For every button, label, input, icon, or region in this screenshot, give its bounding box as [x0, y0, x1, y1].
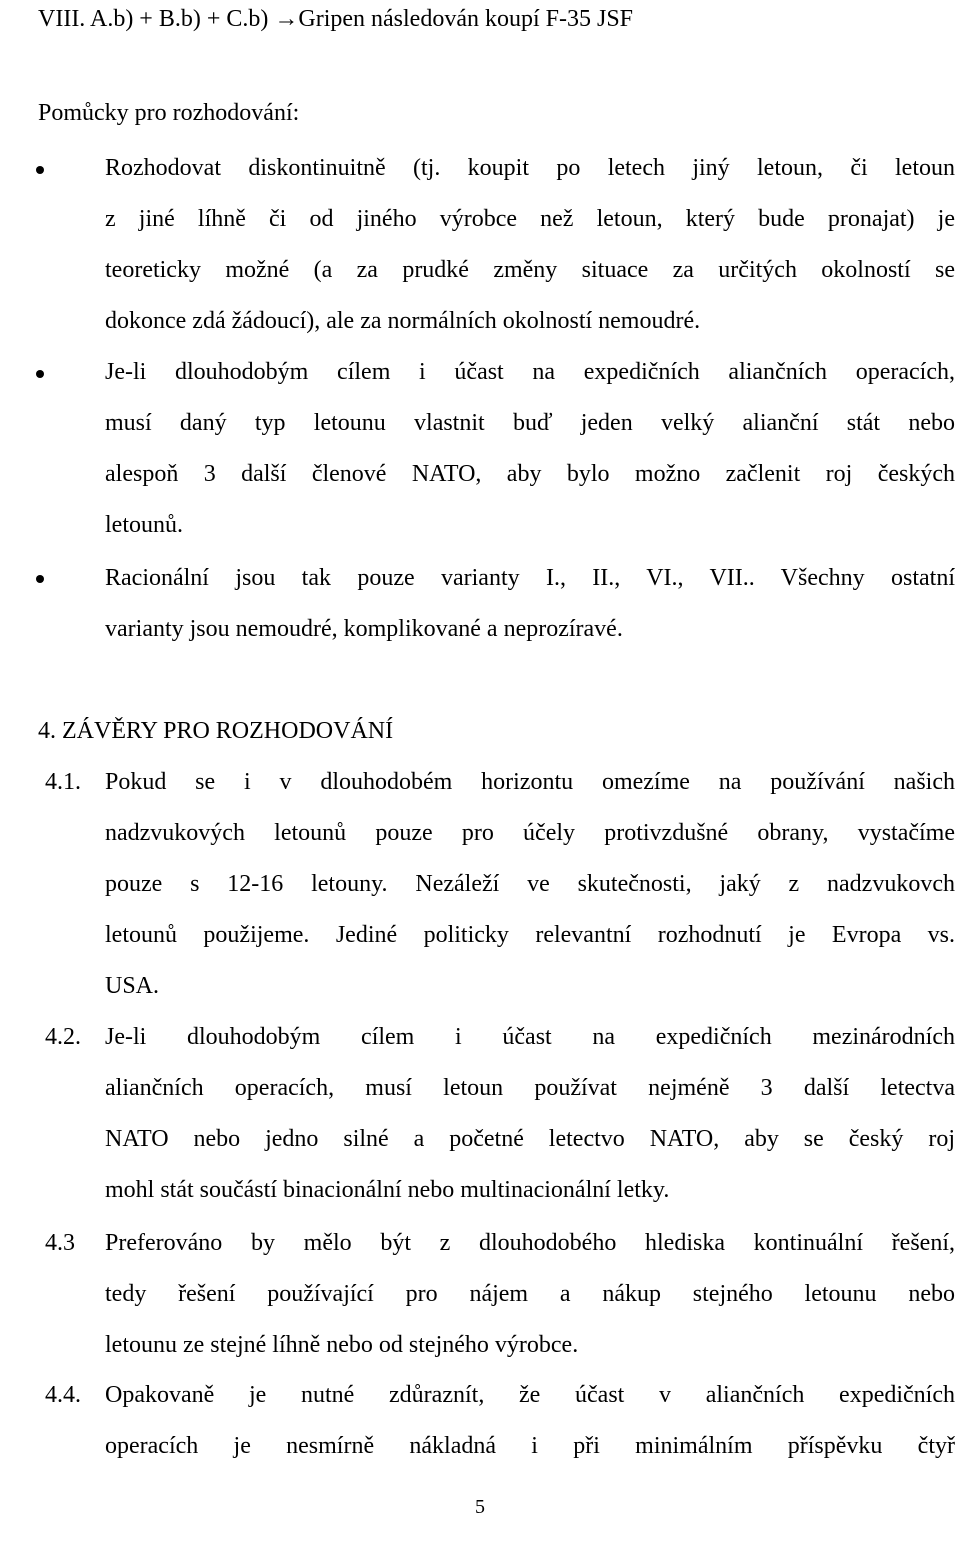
text-line: Je-li dlouhodobým cílem i účast na expedičních aliančních operacích,: [105, 359, 955, 385]
text-line: NATO nebo jedno silné a početné letectvo NATO, aby se český roj: [105, 1126, 955, 1152]
text-line: Je-li dlouhodobým cílem i účast na expedičních mezinárodních: [105, 1024, 955, 1050]
text-line: musí daný typ letounu vlastnit buď jeden velký alianční stát nebo: [105, 410, 955, 436]
subsection-number: 4.2.: [45, 1024, 81, 1050]
subsection-number: 4.1.: [45, 769, 81, 795]
bullet-icon: [36, 370, 44, 378]
bullet-item-1: [105, 153, 955, 357]
text-line: Preferováno by mělo být z dlouhodobého hlediska kontinuální řešení,: [105, 1230, 955, 1256]
variant-heading: VIII. A.b) + B.b) + C.b) →Gripen následován koupí F-35 JSF: [38, 6, 634, 32]
text-line: alespoň 3 další členové NATO, aby bylo možno začlenit roj českých: [105, 461, 955, 487]
text-line: mohl stát součástí binacionální nebo multinacionální letky.: [105, 1177, 670, 1203]
subsection-4-3: [105, 1228, 955, 1381]
text-line: teoreticky možné (a za prudké změny situace za určitých okolností se: [105, 257, 955, 283]
text-line: Rozhodovat diskontinuitně (tj. koupit po letech jiný letoun, či letoun: [105, 155, 955, 181]
bullet-icon: [36, 575, 44, 583]
decision-aids-title: Pomůcky pro rozhodování:: [38, 100, 300, 126]
text-line: letounu ze stejné líhně nebo od stejného výrobce.: [105, 1332, 579, 1358]
text-line: pouze s 12-16 letouny. Nezáleží ve skutečnosti, jaký z nadzvukovch: [105, 871, 955, 897]
text-line: varianty jsou nemoudré, komplikované a neprozíravé.: [105, 616, 623, 642]
subsection-number: 4.4.: [45, 1382, 81, 1408]
text-line: tedy řešení používající pro nájem a nákup stejného letounu nebo: [105, 1281, 955, 1307]
section-title: 4. ZÁVĚRY PRO ROZHODOVÁNÍ: [38, 718, 394, 744]
text-line: Opakovaně je nutné zdůraznít, že účast v aliančních expedičních: [105, 1382, 955, 1408]
text-line: letounů.: [105, 512, 183, 538]
text-line: z jiné líhně či od jiného výrobce než letoun, který bude pronajat) je: [105, 206, 955, 232]
subsection-number: 4.3: [45, 1230, 75, 1256]
text-line: letounů použijeme. Jediné politicky relevantní rozhodnutí je Evropa vs.: [105, 922, 955, 948]
text-line: aliančních operacích, musí letoun používat nejméně 3 další letectva: [105, 1075, 955, 1101]
subsection-4-2: [105, 1022, 955, 1226]
text-line: nadzvukových letounů pouze pro účely protivzdušné obrany, vystačíme: [105, 820, 955, 846]
page-number: 5: [475, 1496, 485, 1518]
text-line: operacích je nesmírně nákladná i při minimálním příspěvku čtyř: [105, 1433, 955, 1459]
text-line: Racionální jsou tak pouze varianty I., II., VI., VII.. Všechny ostatní: [105, 565, 955, 591]
text-line: Pokud se i v dlouhodobém horizontu omezíme na používání našich: [105, 769, 955, 795]
subsection-4-4: [105, 1380, 955, 1482]
text-line: USA.: [105, 973, 160, 999]
bullet-icon: [36, 166, 44, 174]
bullet-item-3: [105, 563, 955, 665]
subsection-4-1: [105, 767, 955, 1022]
text-line: dokonce zdá žádoucí), ale za normálních okolností nemoudré.: [105, 308, 701, 334]
bullet-item-2: [105, 357, 955, 561]
